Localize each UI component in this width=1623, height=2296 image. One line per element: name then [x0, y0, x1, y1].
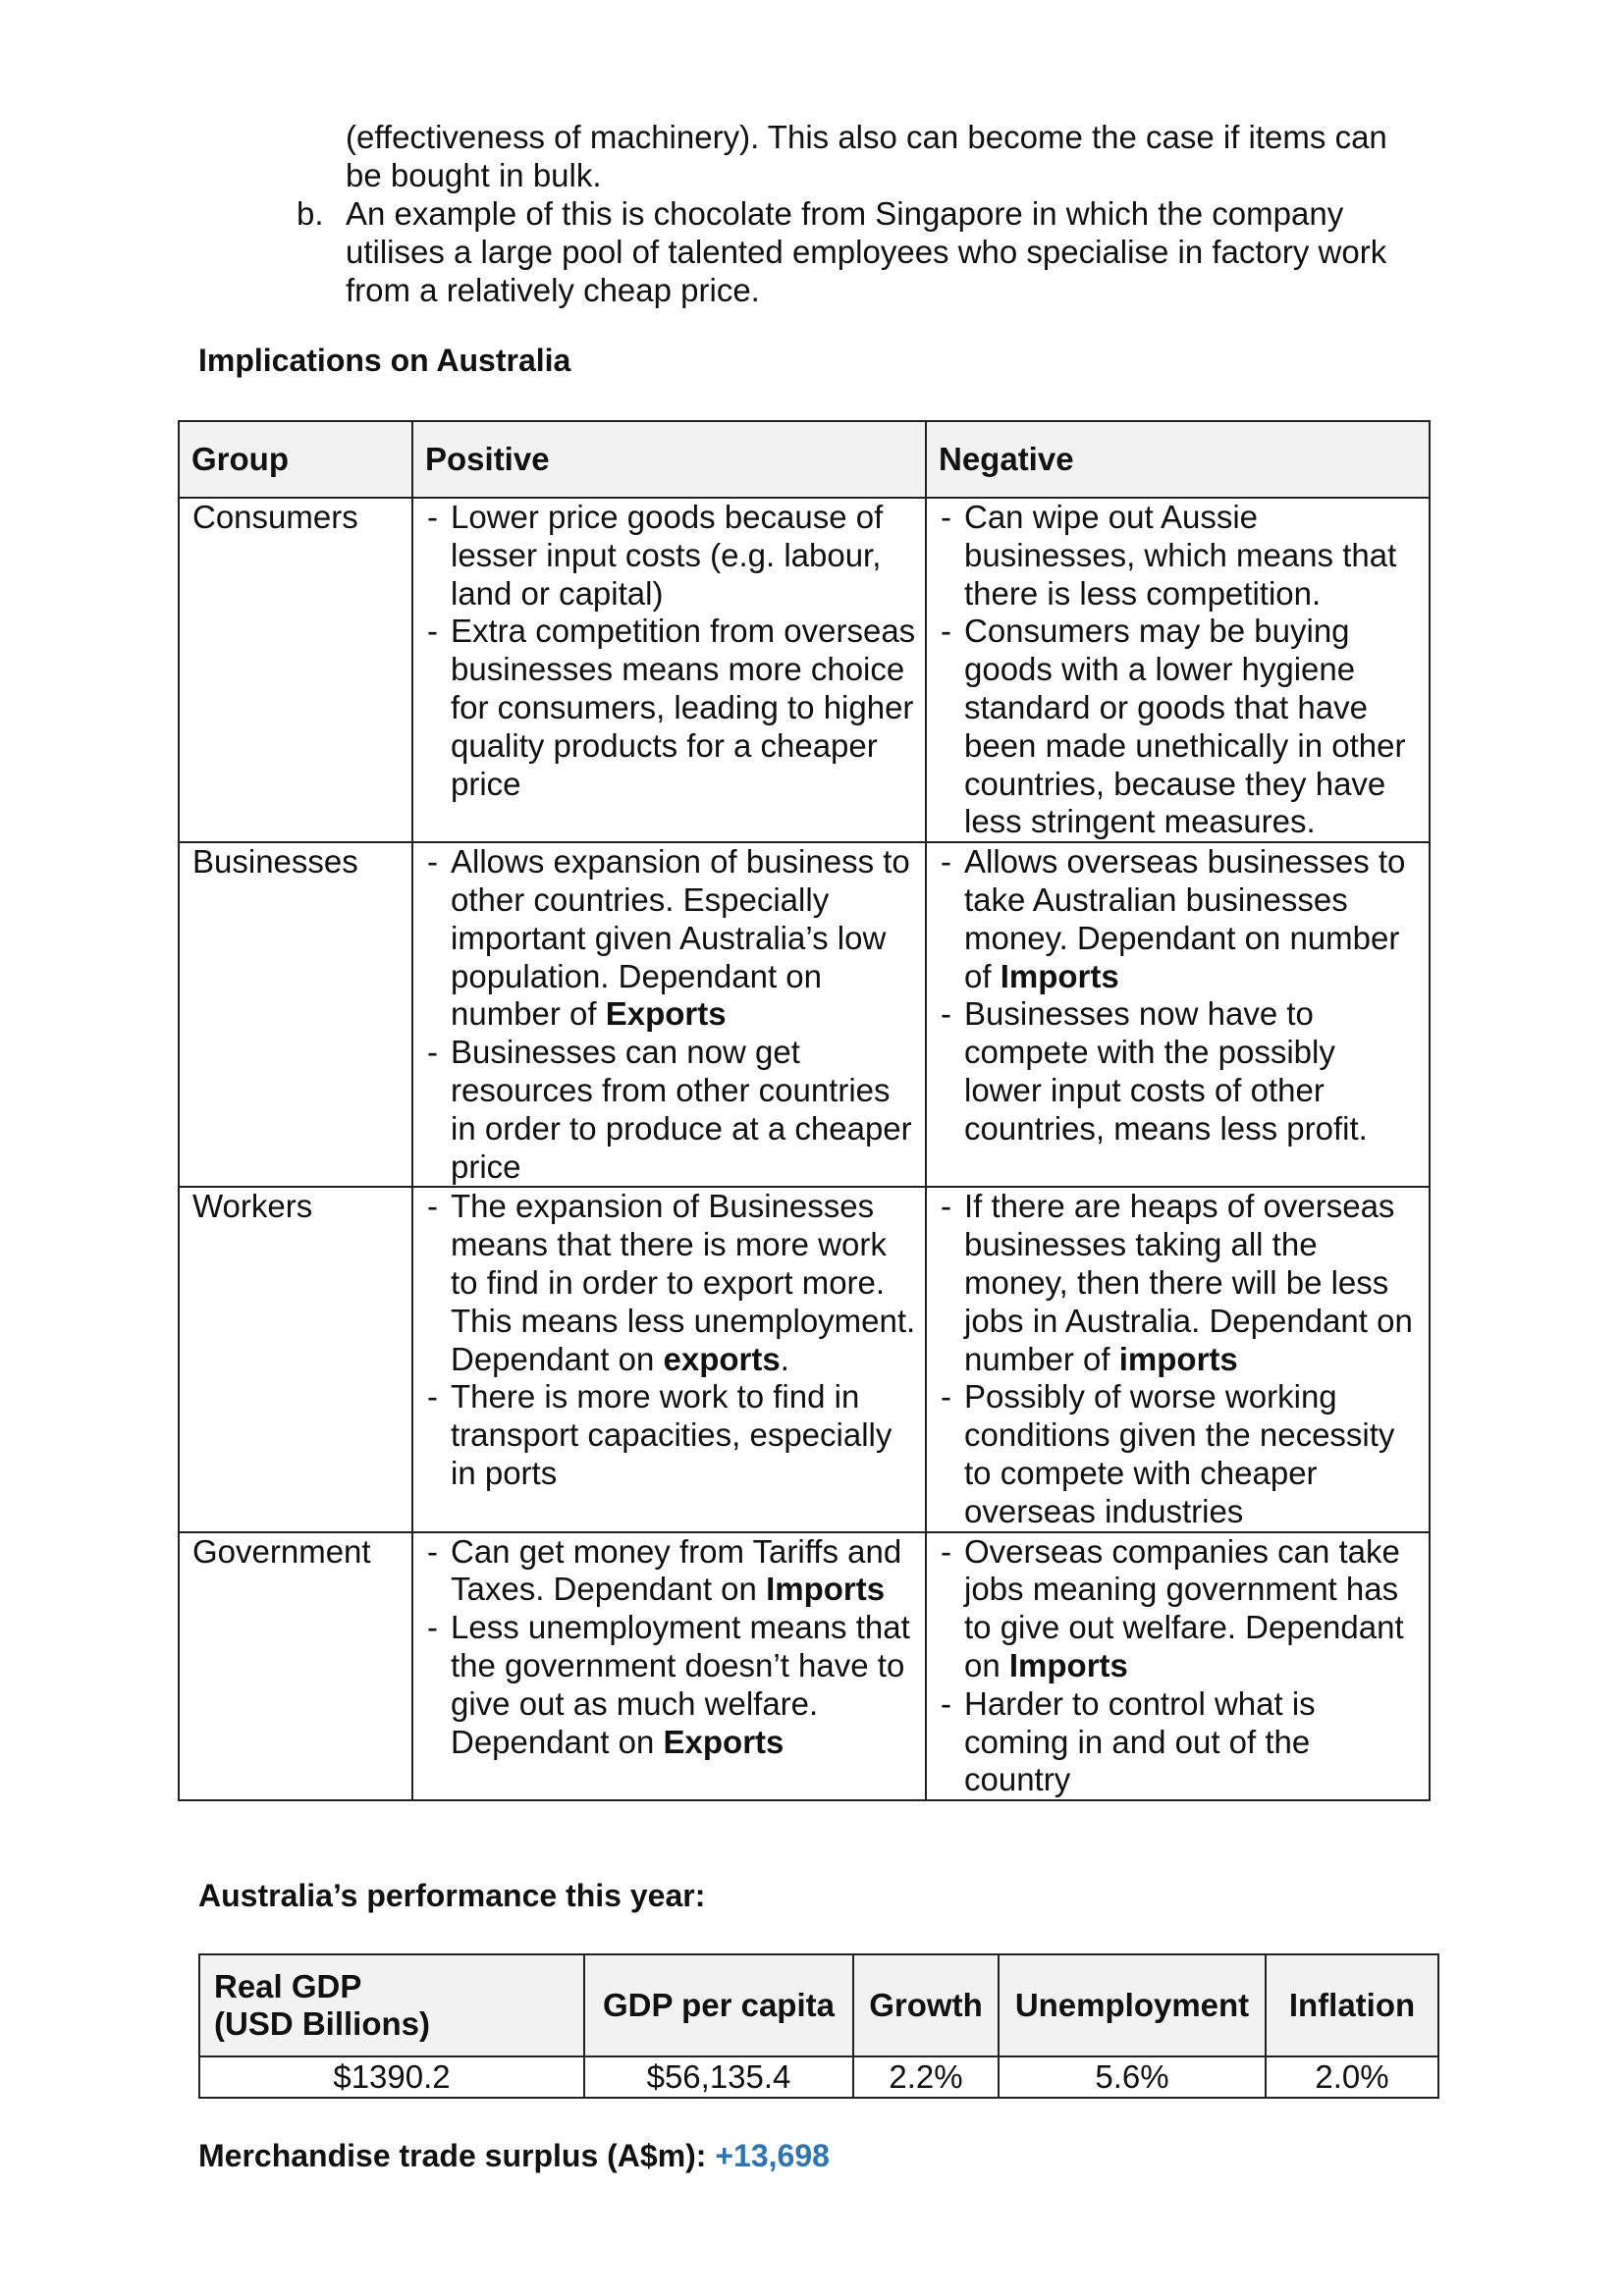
list-item-b — [297, 194, 1426, 309]
table-header-row — [199, 1954, 1438, 2056]
bullet-text: The expansion of Businesses means that there is more work to find in order to export more. This means less unemployment. Dependant on — [451, 1188, 916, 1377]
positive-list — [425, 1188, 917, 1492]
bullet-text: Overseas companies can take jobs meaning government has to give out welfare. Dependant on — [964, 1532, 1404, 1683]
header-real-gdp-line1: Real GDP — [214, 1968, 362, 2004]
positive-cell — [412, 1532, 926, 1801]
negative-list — [939, 1533, 1421, 1800]
list-item — [425, 1609, 917, 1761]
table-row — [179, 842, 1430, 1187]
value-inflation: 2.0% — [1266, 2056, 1438, 2098]
trade-surplus-label: Merchandise trade surplus (A$m): — [198, 2138, 716, 2173]
header-gdp-per-capita: GDP per capita — [584, 1954, 853, 2056]
bullet-text: Less unemployment means that the government doesn’t have to give out as much welfare. Dependant on — [451, 1609, 910, 1760]
negative-cell — [926, 498, 1430, 842]
header-positive: Positive — [412, 421, 926, 498]
trade-surplus — [198, 2137, 830, 2174]
list-item — [939, 1188, 1421, 1378]
header-inflation: Inflation — [1266, 1954, 1438, 2056]
table-header-row — [179, 421, 1430, 498]
header-real-gdp — [199, 1954, 584, 2056]
header-unemployment: Unemployment — [999, 1954, 1266, 2056]
bullet-text: Can wipe out Aussie businesses, which means that there is less competition. — [964, 499, 1397, 612]
header-negative: Negative — [926, 421, 1430, 498]
bold-term: Exports — [605, 995, 727, 1033]
group-cell: Businesses — [179, 842, 412, 1187]
list-item — [939, 1533, 1421, 1685]
performance-heading: Australia’s performance this year: — [198, 1878, 706, 1913]
bold-term: Imports — [1008, 1646, 1128, 1683]
negative-cell — [926, 842, 1430, 1187]
list-item — [939, 1685, 1421, 1799]
value-growth: 2.2% — [853, 2056, 999, 2098]
bullet-text: . — [780, 1340, 789, 1377]
implications-table-body — [179, 498, 1430, 1800]
bold-term: Imports — [766, 1571, 886, 1608]
value-real-gdp: $1390.2 — [199, 2056, 584, 2098]
list-item-text: An example of this is chocolate from Singapore in which the company utilises a large pool of talented employees who specialise in factory work from a relatively cheap price. — [346, 195, 1387, 308]
list-item — [425, 1378, 917, 1492]
negative-cell — [926, 1532, 1430, 1801]
bold-term: imports — [1118, 1340, 1238, 1377]
table-row — [179, 1532, 1430, 1801]
list-item-a-continuation — [346, 118, 1426, 194]
list-item — [939, 613, 1421, 841]
bold-term: Exports — [663, 1723, 784, 1760]
positive-cell — [412, 842, 926, 1187]
bullet-text: Businesses can now get resources from other countries in order to produce at a cheaper price — [451, 1034, 912, 1185]
bullet-text: There is more work to find in transport capacities, especially in ports — [451, 1378, 893, 1491]
list-item — [425, 1034, 917, 1186]
table-row — [179, 498, 1430, 842]
value-unemployment: 5.6% — [999, 2056, 1266, 2098]
bullet-text: Consumers may be buying goods with a lower hygiene standard or goods that have been made unethically in other countries, because they have less stringent measures. — [964, 613, 1406, 840]
list-item — [939, 995, 1421, 1148]
performance-table — [198, 1953, 1439, 2099]
list-item — [425, 499, 917, 613]
group-cell: Consumers — [179, 498, 412, 842]
positive-list — [425, 1533, 917, 1762]
header-group: Group — [179, 421, 412, 498]
bullet-text: Allows overseas businesses to take Australian businesses money. Dependant on number of — [964, 843, 1406, 994]
bullet-text: Can get money from Tariffs and Taxes. Dependant on — [451, 1532, 902, 1608]
negative-cell — [926, 1187, 1430, 1531]
bullet-text: Lower price goods because of lesser input costs (e.g. labour, land or capital) — [451, 499, 884, 612]
bullet-text: Possibly of worse working conditions given the necessity to compete with cheaper overseas industries — [964, 1378, 1395, 1529]
bullet-text: Allows expansion of business to other countries. Especially important given Australia’s low population. Dependant on number of — [451, 843, 910, 1033]
paragraph-line: be bought in bulk. — [346, 157, 602, 193]
list-item — [939, 1378, 1421, 1530]
bold-term: exports — [663, 1340, 781, 1377]
bullet-text: Businesses now have to compete with the possibly lower input costs of other countries, means less profit. — [964, 995, 1368, 1147]
list-item — [939, 499, 1421, 613]
trade-surplus-value: +13,698 — [715, 2138, 830, 2173]
list-item — [425, 843, 917, 1034]
group-cell: Government — [179, 1532, 412, 1801]
bullet-text: If there are heaps of overseas businesses taking all the money, then there will be less jobs in Australia. Dependant on number of — [964, 1188, 1413, 1377]
table-row — [179, 1187, 1430, 1531]
list-item — [425, 1188, 917, 1378]
list-item — [425, 613, 917, 803]
bullet-text: Extra competition from overseas businesses means more choice for consumers, leading to higher quality products for a cheaper price — [451, 613, 916, 802]
list-item — [939, 843, 1421, 995]
header-growth: Growth — [853, 1954, 999, 2056]
value-gdp-per-capita: $56,135.4 — [584, 2056, 853, 2098]
positive-cell — [412, 1187, 926, 1531]
list-item — [425, 1533, 917, 1610]
bold-term: Imports — [1000, 957, 1119, 994]
negative-list — [939, 843, 1421, 1148]
group-cell: Workers — [179, 1187, 412, 1531]
positive-list — [425, 499, 917, 803]
header-real-gdp-line2: (USD Billions) — [214, 2005, 430, 2042]
negative-list — [939, 499, 1421, 841]
list-marker: b. — [297, 195, 324, 232]
positive-list — [425, 843, 917, 1186]
implications-table — [178, 420, 1431, 1801]
paragraph-line: (effectiveness of machinery). This also can become the case if items can — [346, 119, 1387, 155]
table-row — [199, 2056, 1438, 2098]
positive-cell — [412, 498, 926, 842]
negative-list — [939, 1188, 1421, 1530]
bullet-text: Harder to control what is coming in and out of the country — [964, 1684, 1316, 1798]
implications-heading: Implications on Australia — [198, 343, 571, 378]
